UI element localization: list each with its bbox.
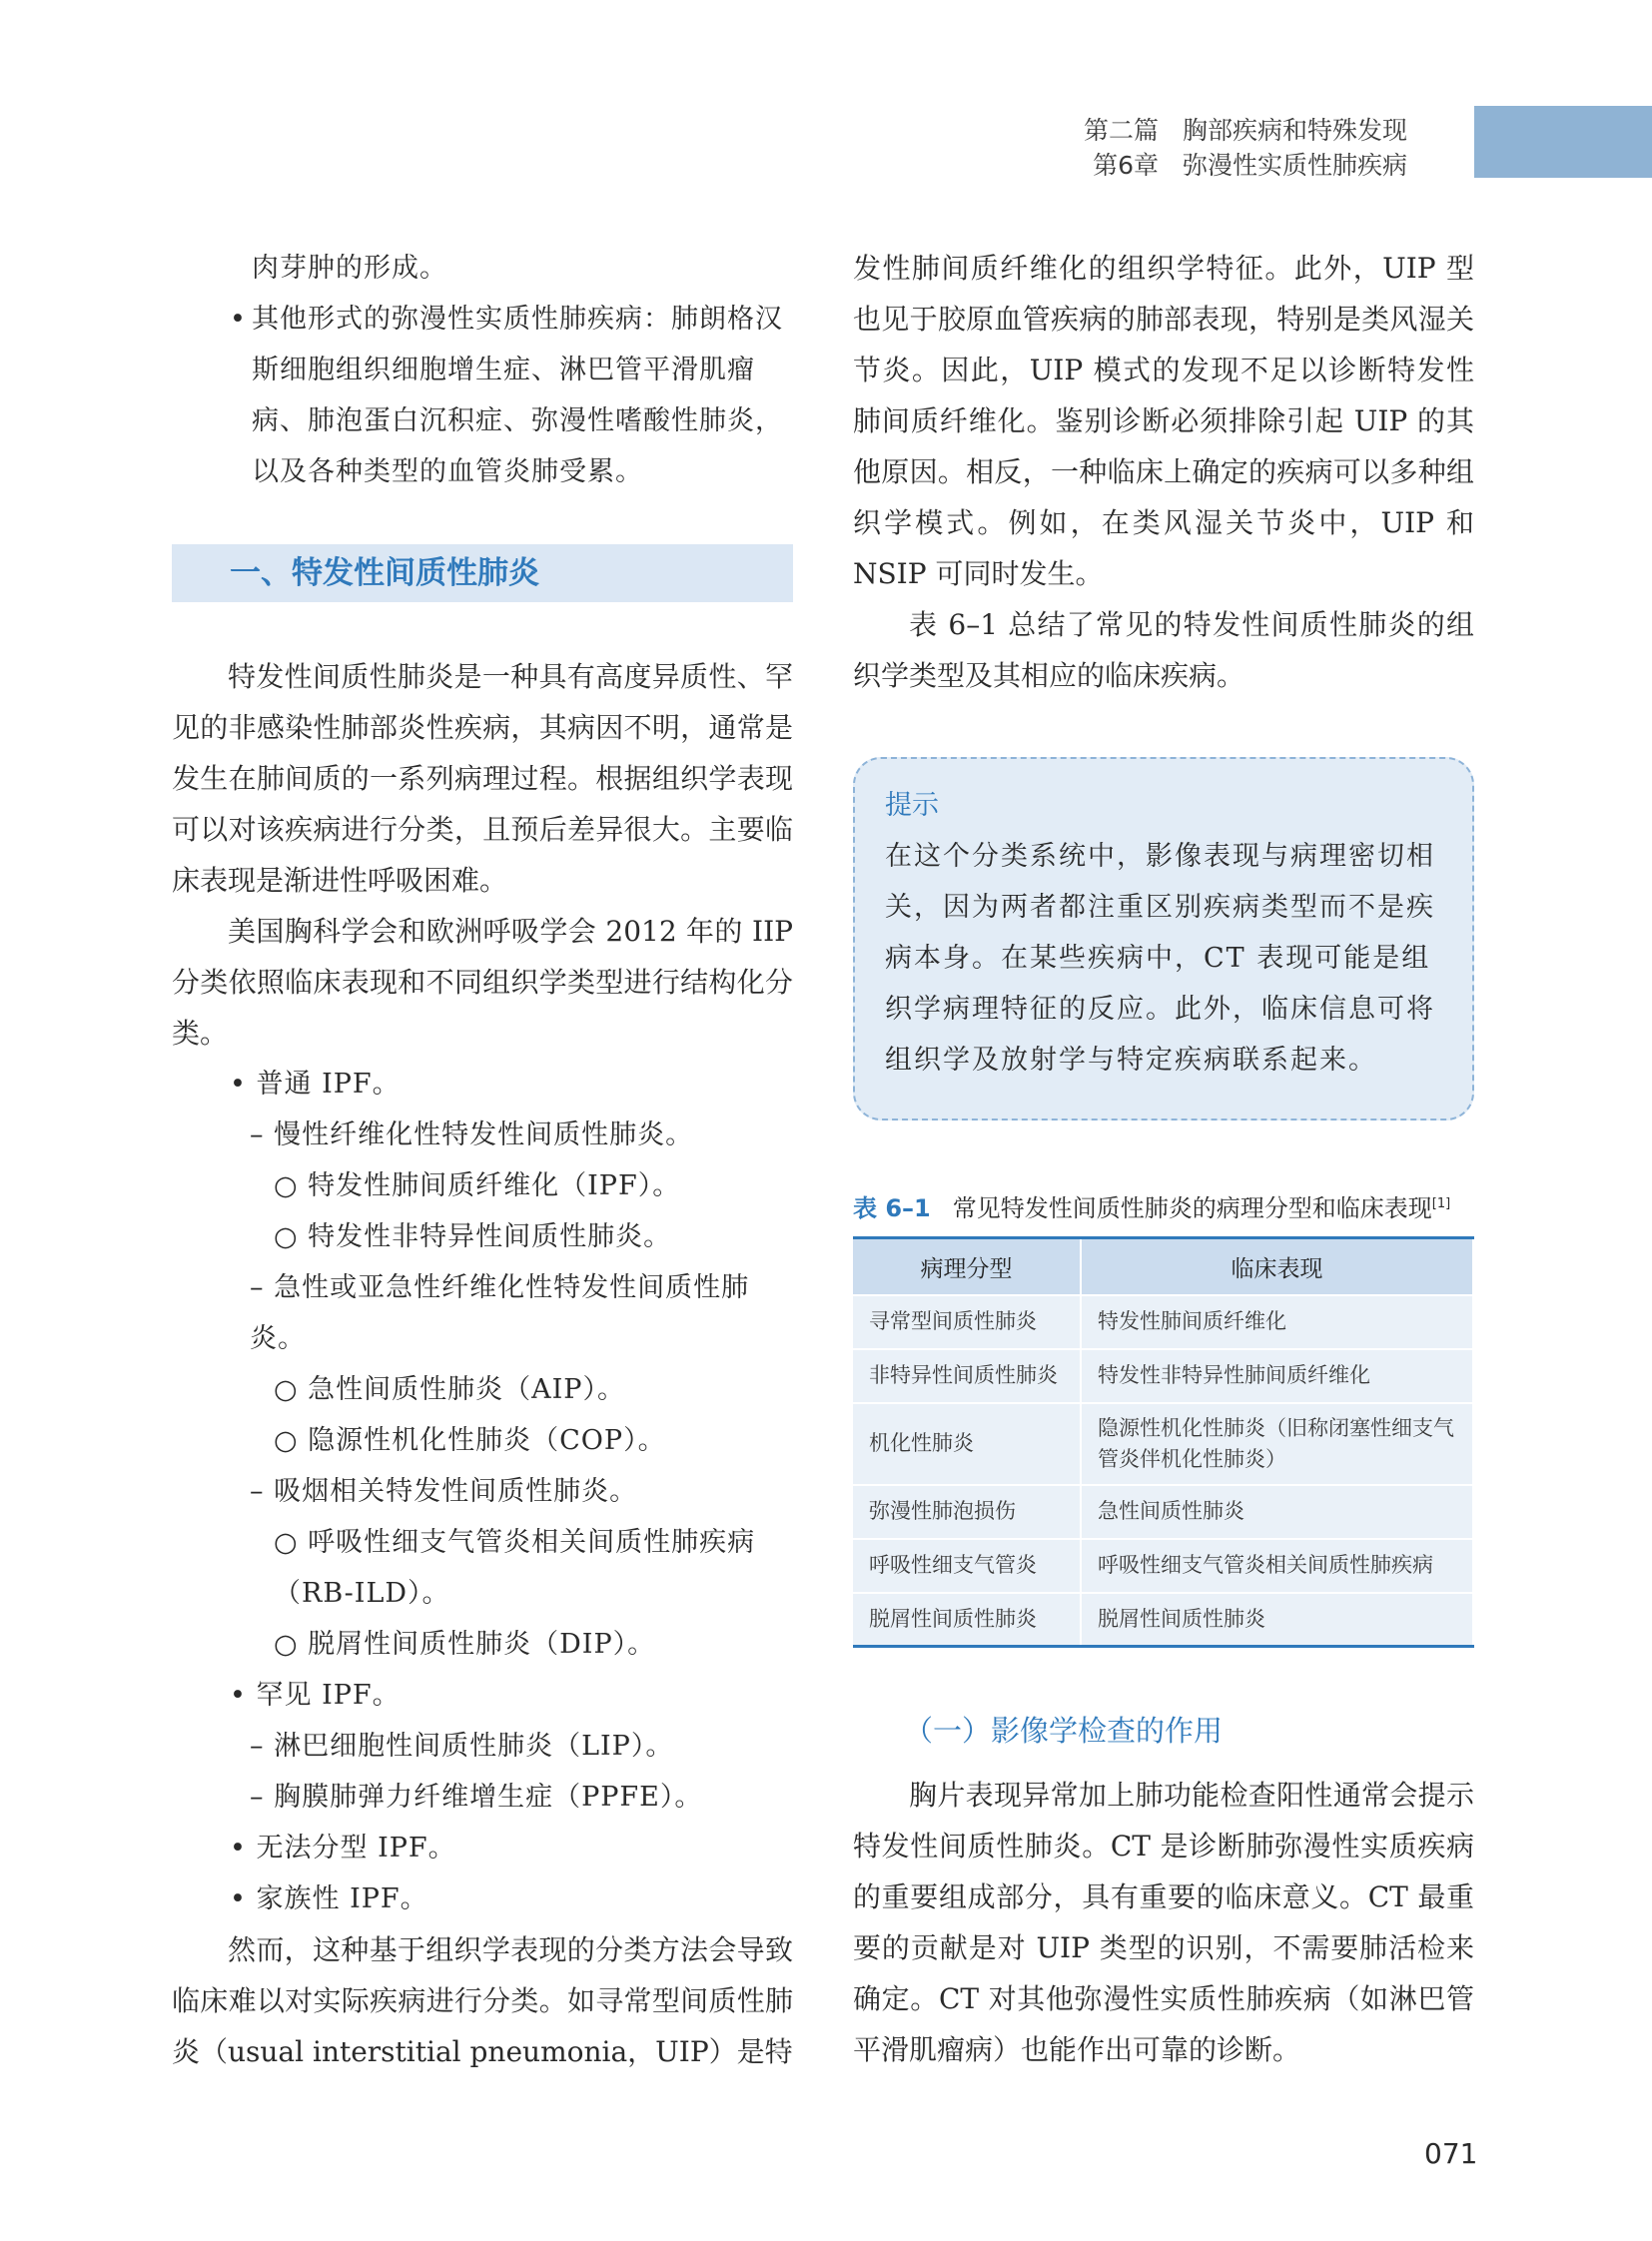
table-title: 常见特发性间质性肺炎的病理分型和临床表现 [952, 1194, 1432, 1222]
table-cell: 特发性肺间质纤维化 [1081, 1295, 1473, 1349]
chapter-title: 弥漫性实质性肺疾病 [1182, 151, 1407, 180]
list-item: ○ 特发性非特异性间质性肺炎。 [274, 1221, 672, 1252]
table-row [853, 1539, 1473, 1593]
section-heading: 一、特发性间质性肺炎 [172, 544, 793, 602]
list-item: • 普通 IPF。 [230, 1069, 401, 1100]
sub-heading: （一）影像学检查的作用 [904, 1714, 1224, 1748]
list-item: • 无法分型 IPF。 [230, 1833, 456, 1864]
part-label: 第二篇 [1083, 116, 1159, 145]
list-item: ○ 呼吸性细支气管炎相关间质性肺疾病（RB-ILD）。 [274, 1527, 756, 1609]
table-row [853, 1593, 1473, 1647]
table-cell: 隐源性机化性肺炎（旧称闭塞性细支气管炎伴机化性肺炎） [1081, 1403, 1473, 1485]
list-item: ○ 脱屑性间质性肺炎（DIP）。 [274, 1629, 656, 1660]
running-header [1084, 113, 1407, 183]
paragraph-classification: 美国胸科学会和欧洲呼吸学会 2012 年的 IIP 分类依照临床表现和不同组织学类型进行结构化分类。 [172, 915, 793, 1050]
list-item: ○ 急性间质性肺炎（AIP）。 [274, 1374, 625, 1405]
paragraph-uip: 然而，这种基于组织学表现的分类方法会导致临床难以对实际疾病进行分类。如寻常型间质性肺炎（usual interstitial pneumonia，UIP）是特 [172, 1933, 793, 2068]
paragraph-continuation: 肉芽肿的形成。 [252, 253, 447, 284]
table-cell: 呼吸性细支气管炎相关间质性肺疾病 [1081, 1539, 1473, 1593]
header-color-bar [1474, 106, 1652, 178]
list-item: – 胸膜肺弹力纤维增生症（PPFE）。 [250, 1782, 703, 1813]
table-caption [853, 1188, 1450, 1223]
table-cell: 脱屑性间质性肺炎 [1081, 1593, 1473, 1647]
list-item: – 急性或亚急性纤维化性特发性间质性肺炎。 [250, 1272, 750, 1354]
table-row [853, 1295, 1473, 1349]
part-line [1084, 113, 1407, 148]
list-item: – 慢性纤维化性特发性间质性肺炎。 [250, 1120, 694, 1150]
table-cell: 呼吸性细支气管炎 [853, 1539, 1081, 1593]
table-row [853, 1349, 1473, 1403]
table-reference: [1] [1431, 1196, 1451, 1211]
table-cell: 非特异性间质性肺炎 [853, 1349, 1081, 1403]
paragraph-imaging: 胸片表现异常加上肺功能检查阳性通常会提示特发性间质性肺炎。CT 是诊断肺弥漫性实质疾病的重要组成部分，具有重要的临床意义。CT 最重要的贡献是对 UIP 类型的识别，不需要肺活检来确定。CT 对其他弥漫性实质性肺疾病（如淋巴管平滑肌瘤病）也能作出可靠的诊断。 [853, 1779, 1474, 2066]
pathology-table [853, 1236, 1474, 1648]
list-item: ○ 隐源性机化性肺炎（COP）。 [274, 1425, 666, 1456]
tip-title: 提示 [885, 790, 939, 821]
table-cell: 弥漫性肺泡损伤 [853, 1485, 1081, 1539]
list-item: ○ 特发性肺间质纤维化（IPF）。 [274, 1170, 681, 1201]
table-header: 临床表现 [1081, 1238, 1473, 1295]
paragraph-uip-continued: 发性肺间质纤维化的组织学特征。此外，UIP 型也见于胶原血管疾病的肺部表现，特别是类风湿关节炎。因此，UIP 模式的发现不足以诊断特发性肺间质纤维化。鉴别诊断必须排除引起 UIP 的其他原因。相反，一种临床上确定的疾病可以多种组织学模式。例如，在类风湿关节炎中，UIP 和 NSIP 可同时发生。 [853, 252, 1474, 590]
tip-box [853, 757, 1474, 1120]
paragraph-intro: 特发性间质性肺炎是一种具有高度异质性、罕见的非感染性肺部炎性疾病，其病因不明，通常是发生在肺间质的一系列病理过程。根据组织学表现可以对该疾病进行分类，且预后差异很大。主要临床表现是渐进性呼吸困难。 [172, 660, 793, 897]
paragraph-table-reference: 表 6–1 总结了常见的特发性间质性肺炎的组织学类型及其相应的临床疾病。 [853, 608, 1474, 692]
chapter-label: 第6章 [1093, 151, 1159, 180]
table-cell: 寻常型间质性肺炎 [853, 1295, 1081, 1349]
list-item: • 罕见 IPF。 [230, 1680, 401, 1711]
tip-body: 在这个分类系统中，影像表现与病理密切相关，因为两者都注重区别疾病类型而不是疾病本身。在某些疾病中，CT 表现可能是组织学病理特征的反应。此外，临床信息可将组织学及放射学与特定疾病联系起来。 [885, 841, 1435, 1076]
table-cell: 脱屑性间质性肺炎 [853, 1593, 1081, 1647]
table-cell: 特发性非特异性肺间质纤维化 [1081, 1349, 1473, 1403]
table-header-row [853, 1238, 1473, 1295]
list-item: • 家族性 IPF。 [230, 1883, 428, 1914]
page-number: 071 [1424, 2137, 1478, 2170]
table-cell: 急性间质性肺炎 [1081, 1485, 1473, 1539]
table-cell: 机化性肺炎 [853, 1403, 1081, 1485]
table-header: 病理分型 [853, 1238, 1081, 1295]
chapter-line [1084, 148, 1407, 183]
table-number: 表 6–1 [853, 1194, 931, 1222]
part-title: 胸部疾病和特殊发现 [1182, 116, 1407, 145]
list-item: – 吸烟相关特发性间质性肺炎。 [250, 1476, 638, 1507]
table-row [853, 1403, 1473, 1485]
bullet-other-forms: • 其他形式的弥漫性实质性肺疾病：肺朗格汉斯细胞组织细胞增生症、淋巴管平滑肌瘤病、肺泡蛋白沉积症、弥漫性嗜酸性肺炎，以及各种类型的血管炎肺受累。 [252, 294, 791, 497]
list-item: – 淋巴细胞性间质性肺炎（LIP）。 [250, 1731, 674, 1762]
table-row [853, 1485, 1473, 1539]
